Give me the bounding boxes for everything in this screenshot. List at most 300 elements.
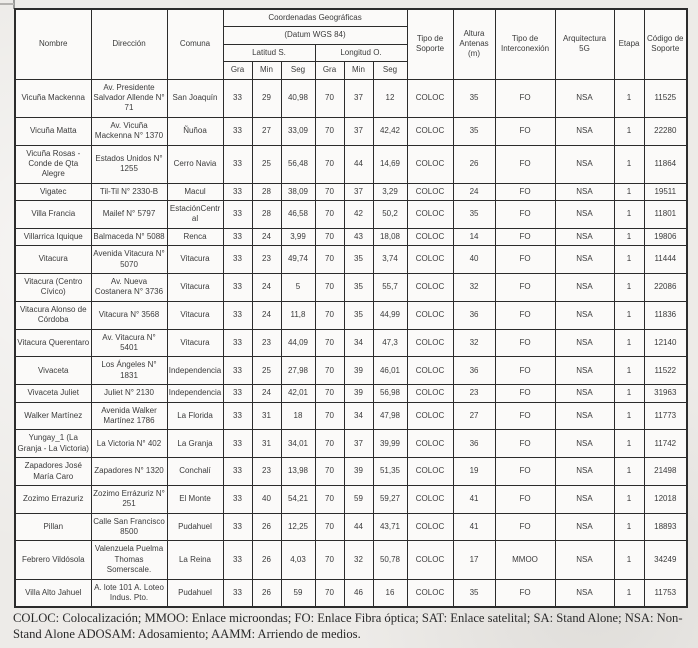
cell-comuna: Vitacura [167,301,223,329]
cell-tipo-interconexion: FO [495,513,555,541]
cell-lon-seg: 56,98 [373,385,407,402]
col-header-lon-gra: Gra [315,62,344,79]
cell-lat-gra: 33 [223,541,252,579]
cell-lat-seg: 56,48 [281,145,315,183]
cell-direccion: Estados Unidos N° 1255 [91,145,167,183]
cell-altura-antenas: 24 [453,183,495,200]
cell-lon-gra: 70 [315,246,344,274]
cell-lon-min: 37 [344,117,373,145]
table-row [15,357,687,385]
cell-lon-seg: 51,35 [373,458,407,486]
cell-tipo-interconexion: FO [495,458,555,486]
cell-lon-seg: 3,74 [373,246,407,274]
cell-tipo-soporte: COLOC [407,357,453,385]
cell-arquitectura-5g: NSA [555,357,614,385]
cell-direccion: Valenzuela Puelma Thomas Somerscale. [91,541,167,579]
cell-lat-gra: 33 [223,485,252,513]
cell-codigo-soporte: 19806 [644,228,687,245]
cell-lon-gra: 70 [315,402,344,430]
cell-lon-gra: 70 [315,513,344,541]
table-row [15,513,687,541]
cell-lon-seg: 47,98 [373,402,407,430]
cell-lon-gra: 70 [315,117,344,145]
cell-etapa: 1 [614,541,644,579]
cell-tipo-soporte: COLOC [407,228,453,245]
cell-tipo-soporte: COLOC [407,329,453,357]
cell-comuna: La Florida [167,402,223,430]
cell-nombre: Zapadores José María Caro [15,458,91,486]
cell-lon-seg: 47,3 [373,329,407,357]
cell-lat-min: 25 [252,357,281,385]
cell-lon-gra: 70 [315,274,344,302]
cell-comuna: Cerro Navia [167,145,223,183]
cell-arquitectura-5g: NSA [555,430,614,458]
cell-nombre: Pillan [15,513,91,541]
sites-table [14,8,688,608]
cell-comuna: La Granja [167,430,223,458]
cell-nombre: Vitacura Querentaro [15,329,91,357]
table-row [15,458,687,486]
cell-comuna: Ñuñoa [167,117,223,145]
cell-lat-min: 23 [252,246,281,274]
cell-codigo-soporte: 11753 [644,579,687,607]
cell-lat-min: 24 [252,274,281,302]
cell-lat-gra: 33 [223,145,252,183]
cell-lon-gra: 70 [315,357,344,385]
cell-altura-antenas: 35 [453,79,495,117]
cell-tipo-interconexion: FO [495,274,555,302]
cell-lat-min: 29 [252,79,281,117]
col-header-direccion: Dirección [91,9,167,79]
cell-codigo-soporte: 22280 [644,117,687,145]
cell-comuna: Vitacura [167,329,223,357]
cell-etapa: 1 [614,458,644,486]
cell-lat-seg: 59 [281,579,315,607]
cell-nombre: Vitacura [15,246,91,274]
cell-lat-min: 31 [252,402,281,430]
cell-nombre: Villa Alto Jahuel [15,579,91,607]
cell-lon-gra: 70 [315,430,344,458]
cell-tipo-soporte: COLOC [407,145,453,183]
cell-lat-gra: 33 [223,579,252,607]
cell-altura-antenas: 36 [453,301,495,329]
cell-lat-seg: 5 [281,274,315,302]
cell-lon-gra: 70 [315,301,344,329]
cell-direccion: Vitacura N° 3568 [91,301,167,329]
table-row [15,274,687,302]
scan-artifact-horizontal [0,3,14,5]
cell-lat-gra: 33 [223,513,252,541]
cell-lat-gra: 33 [223,79,252,117]
cell-lat-seg: 33,09 [281,117,315,145]
cell-arquitectura-5g: NSA [555,402,614,430]
cell-tipo-interconexion: FO [495,329,555,357]
cell-direccion: Til-Til N° 2330-B [91,183,167,200]
cell-lon-gra: 70 [315,458,344,486]
cell-direccion: Zozimo Errázuriz N° 251 [91,485,167,513]
cell-codigo-soporte: 11444 [644,246,687,274]
cell-tipo-soporte: COLOC [407,579,453,607]
cell-etapa: 1 [614,246,644,274]
cell-tipo-soporte: COLOC [407,274,453,302]
cell-nombre: Febrero Vildósola [15,541,91,579]
cell-tipo-soporte: COLOC [407,458,453,486]
cell-comuna: El Monte [167,485,223,513]
cell-comuna: Pudahuel [167,513,223,541]
col-header-lat-gra: Gra [223,62,252,79]
cell-lon-seg: 44,99 [373,301,407,329]
cell-arquitectura-5g: NSA [555,579,614,607]
cell-altura-antenas: 19 [453,458,495,486]
cell-codigo-soporte: 11522 [644,357,687,385]
cell-codigo-soporte: 11864 [644,145,687,183]
cell-arquitectura-5g: NSA [555,385,614,402]
cell-comuna: Vitacura [167,246,223,274]
cell-tipo-interconexion: FO [495,301,555,329]
cell-etapa: 1 [614,385,644,402]
cell-lat-gra: 33 [223,117,252,145]
cell-etapa: 1 [614,301,644,329]
cell-lon-gra: 70 [315,183,344,200]
cell-lon-seg: 16 [373,579,407,607]
cell-codigo-soporte: 34249 [644,541,687,579]
cell-direccion: Av. Vitacura N° 5401 [91,329,167,357]
col-header-latitud: Latitud S. [223,44,315,61]
cell-nombre: Vivaceta Juliet [15,385,91,402]
cell-direccion: Calle San Francisco 8500 [91,513,167,541]
cell-tipo-soporte: COLOC [407,117,453,145]
cell-lon-min: 44 [344,145,373,183]
cell-codigo-soporte: 11742 [644,430,687,458]
table-row [15,541,687,579]
cell-codigo-soporte: 18893 [644,513,687,541]
col-header-lon-seg: Seg [373,62,407,79]
cell-lat-min: 24 [252,301,281,329]
cell-altura-antenas: 41 [453,513,495,541]
cell-lon-seg: 50,78 [373,541,407,579]
cell-etapa: 1 [614,201,644,229]
cell-tipo-soporte: COLOC [407,183,453,200]
cell-arquitectura-5g: NSA [555,301,614,329]
col-header-lon-min: Min [344,62,373,79]
table-row [15,301,687,329]
cell-lat-min: 28 [252,183,281,200]
cell-comuna: Vitacura [167,274,223,302]
cell-lon-seg: 46,01 [373,357,407,385]
cell-tipo-soporte: COLOC [407,246,453,274]
cell-lat-min: 24 [252,385,281,402]
cell-direccion: Juliet N° 2130 [91,385,167,402]
cell-lat-seg: 54,21 [281,485,315,513]
cell-lon-gra: 70 [315,79,344,117]
cell-tipo-interconexion: FO [495,145,555,183]
cell-lat-min: 25 [252,145,281,183]
cell-arquitectura-5g: NSA [555,274,614,302]
cell-etapa: 1 [614,402,644,430]
cell-lat-seg: 4,03 [281,541,315,579]
cell-comuna: Conchalí [167,458,223,486]
table-header [15,9,687,79]
cell-lat-gra: 33 [223,183,252,200]
cell-altura-antenas: 35 [453,117,495,145]
cell-direccion: Av. Vicuña Mackenna N° 1370 [91,117,167,145]
cell-lat-seg: 27,98 [281,357,315,385]
cell-nombre: Vivaceta [15,357,91,385]
cell-comuna: EstaciónCentral [167,201,223,229]
col-header-longitud: Longitud O. [315,44,407,61]
cell-tipo-soporte: COLOC [407,201,453,229]
cell-lat-gra: 33 [223,301,252,329]
cell-lon-seg: 55,7 [373,274,407,302]
cell-lat-min: 40 [252,485,281,513]
cell-lat-seg: 49,74 [281,246,315,274]
cell-etapa: 1 [614,79,644,117]
cell-tipo-interconexion: FO [495,485,555,513]
cell-lon-seg: 3,29 [373,183,407,200]
cell-lon-seg: 59,27 [373,485,407,513]
cell-nombre: Vicuña Rosas - Conde de Qta Alegre [15,145,91,183]
cell-comuna: Independencia [167,385,223,402]
cell-lat-min: 23 [252,329,281,357]
cell-codigo-soporte: 11801 [644,201,687,229]
cell-direccion: Av. Presidente Salvador Allende N° 71 [91,79,167,117]
cell-tipo-soporte: COLOC [407,402,453,430]
cell-lat-min: 26 [252,541,281,579]
cell-arquitectura-5g: NSA [555,145,614,183]
cell-lat-gra: 33 [223,385,252,402]
cell-lat-gra: 33 [223,402,252,430]
cell-lon-min: 59 [344,485,373,513]
cell-lon-gra: 70 [315,201,344,229]
table-row [15,579,687,607]
cell-altura-antenas: 17 [453,541,495,579]
cell-nombre: Vicuña Matta [15,117,91,145]
cell-tipo-interconexion: FO [495,117,555,145]
col-header-datum: (Datum WGS 84) [223,27,407,44]
cell-tipo-soporte: COLOC [407,385,453,402]
cell-lon-min: 39 [344,385,373,402]
cell-nombre: Vitacura (Centro Cívico) [15,274,91,302]
table-row [15,228,687,245]
cell-altura-antenas: 40 [453,246,495,274]
cell-etapa: 1 [614,357,644,385]
cell-altura-antenas: 32 [453,329,495,357]
cell-lat-seg: 44,09 [281,329,315,357]
cell-tipo-interconexion: FO [495,228,555,245]
cell-codigo-soporte: 12018 [644,485,687,513]
cell-lon-min: 35 [344,274,373,302]
cell-lat-min: 31 [252,430,281,458]
cell-arquitectura-5g: NSA [555,541,614,579]
cell-tipo-interconexion: FO [495,246,555,274]
cell-lat-min: 27 [252,117,281,145]
cell-lon-min: 42 [344,201,373,229]
cell-arquitectura-5g: NSA [555,228,614,245]
cell-lon-min: 46 [344,579,373,607]
col-header-tipo-interconexion: Tipo de Interconexión [495,9,555,79]
cell-codigo-soporte: 11525 [644,79,687,117]
cell-codigo-soporte: 12140 [644,329,687,357]
cell-etapa: 1 [614,329,644,357]
cell-lon-seg: 42,42 [373,117,407,145]
cell-lon-seg: 43,71 [373,513,407,541]
cell-nombre: Walker Martínez [15,402,91,430]
cell-codigo-soporte: 11836 [644,301,687,329]
cell-lon-min: 43 [344,228,373,245]
cell-etapa: 1 [614,145,644,183]
cell-codigo-soporte: 31963 [644,385,687,402]
cell-lat-min: 24 [252,228,281,245]
cell-tipo-interconexion: FO [495,79,555,117]
cell-direccion: Avenida Walker Martínez 1786 [91,402,167,430]
cell-lon-min: 35 [344,246,373,274]
cell-tipo-interconexion: FO [495,430,555,458]
cell-lat-gra: 33 [223,246,252,274]
cell-etapa: 1 [614,579,644,607]
col-header-lat-min: Min [252,62,281,79]
cell-comuna: La Reina [167,541,223,579]
cell-lat-seg: 34,01 [281,430,315,458]
cell-lat-min: 26 [252,513,281,541]
cell-etapa: 1 [614,430,644,458]
cell-lon-gra: 70 [315,579,344,607]
col-header-altura-antenas: Altura Antenas (m) [453,9,495,79]
cell-lat-seg: 11,8 [281,301,315,329]
cell-lon-min: 35 [344,301,373,329]
cell-altura-antenas: 23 [453,385,495,402]
cell-lon-gra: 70 [315,485,344,513]
cell-lon-gra: 70 [315,228,344,245]
cell-lat-gra: 33 [223,201,252,229]
cell-lon-gra: 70 [315,329,344,357]
col-header-etapa: Etapa [614,9,644,79]
cell-lon-min: 39 [344,357,373,385]
cell-codigo-soporte: 11773 [644,402,687,430]
cell-lon-seg: 18,08 [373,228,407,245]
table-row [15,430,687,458]
cell-comuna: Independencia [167,357,223,385]
cell-comuna: Renca [167,228,223,245]
cell-arquitectura-5g: NSA [555,246,614,274]
cell-lat-seg: 46,58 [281,201,315,229]
cell-tipo-interconexion: FO [495,579,555,607]
cell-codigo-soporte: 22086 [644,274,687,302]
cell-nombre: Vigatec [15,183,91,200]
cell-lon-min: 44 [344,513,373,541]
cell-altura-antenas: 14 [453,228,495,245]
col-header-arquitectura-5g: Arquitectura 5G [555,9,614,79]
cell-lat-min: 23 [252,458,281,486]
cell-tipo-soporte: COLOC [407,541,453,579]
table-row [15,79,687,117]
cell-lat-min: 26 [252,579,281,607]
cell-nombre: Vitacura Alonso de Córdoba [15,301,91,329]
cell-lon-seg: 14,69 [373,145,407,183]
cell-direccion: Balmaceda N° 5088 [91,228,167,245]
cell-direccion: Mailef N° 5797 [91,201,167,229]
table-row [15,246,687,274]
cell-lon-seg: 50,2 [373,201,407,229]
cell-tipo-soporte: COLOC [407,513,453,541]
cell-altura-antenas: 26 [453,145,495,183]
abbreviations-footnote: COLOC: Colocalización; MMOO: Enlace microondas; FO: Enlace Fibra óptica; SAT: Enlace satelital; SA: Stand Alone; NSA: Non-Stand Alone ADOSAM: Adosamiento; AAMM: Arriendo de medios. [13,611,683,642]
col-header-nombre: Nombre [15,9,91,79]
col-header-codigo-soporte: Código de Soporte [644,9,687,79]
cell-lon-seg: 39,99 [373,430,407,458]
table-body [15,79,687,607]
cell-lon-min: 32 [344,541,373,579]
cell-nombre: Vicuña Mackenna [15,79,91,117]
cell-lon-seg: 12 [373,79,407,117]
cell-nombre: Yungay_1 (La Granja - La Victoria) [15,430,91,458]
cell-arquitectura-5g: NSA [555,329,614,357]
cell-lat-seg: 42,01 [281,385,315,402]
cell-tipo-interconexion: FO [495,385,555,402]
cell-lon-min: 37 [344,79,373,117]
cell-lat-min: 28 [252,201,281,229]
cell-codigo-soporte: 19511 [644,183,687,200]
table-row [15,145,687,183]
table-row [15,402,687,430]
cell-altura-antenas: 35 [453,201,495,229]
cell-etapa: 1 [614,513,644,541]
cell-lon-min: 34 [344,329,373,357]
cell-direccion: Zapadores N° 1320 [91,458,167,486]
cell-tipo-soporte: COLOC [407,79,453,117]
cell-etapa: 1 [614,274,644,302]
cell-lat-seg: 13,98 [281,458,315,486]
cell-lat-gra: 33 [223,357,252,385]
cell-tipo-interconexion: FO [495,183,555,200]
cell-lon-min: 39 [344,458,373,486]
col-header-lat-seg: Seg [281,62,315,79]
cell-arquitectura-5g: NSA [555,458,614,486]
table-row [15,485,687,513]
cell-comuna: Pudahuel [167,579,223,607]
table-row [15,329,687,357]
cell-lat-gra: 33 [223,329,252,357]
cell-altura-antenas: 41 [453,485,495,513]
cell-tipo-soporte: COLOC [407,301,453,329]
cell-lat-seg: 38,09 [281,183,315,200]
cell-arquitectura-5g: NSA [555,201,614,229]
cell-lon-min: 37 [344,430,373,458]
cell-lat-seg: 18 [281,402,315,430]
cell-nombre: Villarrica Iquique [15,228,91,245]
cell-tipo-soporte: COLOC [407,485,453,513]
cell-altura-antenas: 32 [453,274,495,302]
cell-direccion: Los Ángeles N° 1831 [91,357,167,385]
cell-nombre: Villa Francia [15,201,91,229]
table-row [15,117,687,145]
cell-etapa: 1 [614,117,644,145]
cell-nombre: Zozimo Errazuriz [15,485,91,513]
cell-tipo-interconexion: MMOO [495,541,555,579]
col-header-tipo-soporte: Tipo de Soporte [407,9,453,79]
cell-direccion: Av. Nueva Costanera N° 3736 [91,274,167,302]
cell-lon-min: 34 [344,402,373,430]
cell-altura-antenas: 35 [453,579,495,607]
cell-codigo-soporte: 21498 [644,458,687,486]
cell-lat-seg: 12,25 [281,513,315,541]
cell-tipo-interconexion: FO [495,357,555,385]
cell-comuna: Macul [167,183,223,200]
col-header-comuna: Comuna [167,9,223,79]
cell-etapa: 1 [614,228,644,245]
table-row [15,385,687,402]
cell-arquitectura-5g: NSA [555,513,614,541]
cell-arquitectura-5g: NSA [555,183,614,200]
